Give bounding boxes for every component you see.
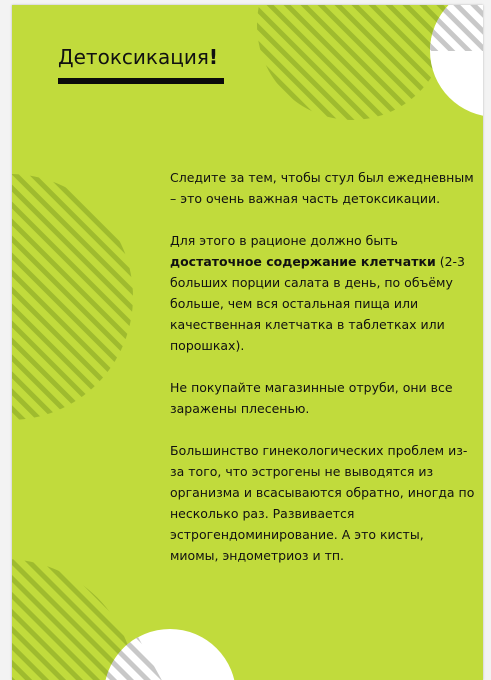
document-page <box>12 5 483 680</box>
paragraph-estrogen: Большинство гинекологических проблем из-за того, что эстрогены не выводятся из организма и всасываются обратно, иногда по несколько раз. Развивается эстрогендоминирование. А это кисты, миомы, эндометриоз и тп. <box>170 443 475 563</box>
paragraph-gap <box>170 419 475 440</box>
page-title <box>58 43 218 71</box>
paragraph-bran: Не покупайте магазинные отруби, они все заражены плесенью. <box>170 380 453 416</box>
paragraph-stool: Следите за тем, чтобы стул был ежедневным – это очень важная часть детоксикации. <box>170 170 474 206</box>
paragraph-fiber-lead: Для этого в рационе должно быть <box>170 233 398 248</box>
title-underline <box>58 78 224 84</box>
body-text <box>170 167 475 566</box>
paragraph-fiber <box>170 230 475 356</box>
paragraph-fiber-tail: (2-3 больших порции салата в день, по объёму больше, чем вся остальная пища или качественная клетчатка в таблетках или порошках). <box>170 254 466 353</box>
title-exclamation: ! <box>208 45 218 69</box>
paragraph-fiber-bold: достаточное содержание клетчатки <box>170 254 436 269</box>
paragraph-gap <box>170 209 475 230</box>
title-text: Детоксикация <box>58 45 209 69</box>
paragraph-gap <box>170 356 475 377</box>
